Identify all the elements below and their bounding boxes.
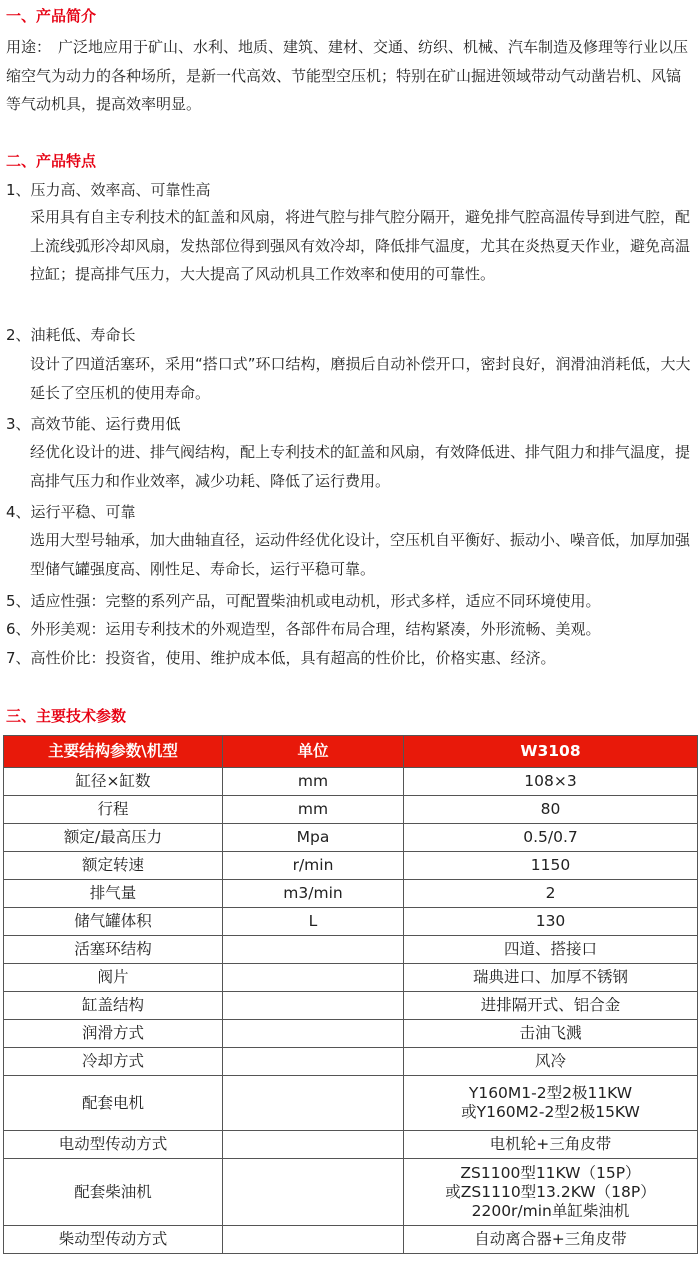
param-unit: mm (223, 796, 404, 824)
value-line: 或Y160M2-2型2极15KW (461, 1103, 640, 1121)
section-title-features: 二、产品特点 (6, 152, 97, 170)
value-line: 2200r/min单缸柴油机 (471, 1201, 630, 1220)
feature-heading-4: 4、运行平稳、可靠 (6, 503, 136, 521)
param-value: 108×3 (404, 768, 698, 796)
param-name: 额定/最高压力 (4, 824, 223, 852)
param-unit (223, 1076, 404, 1131)
spec-table (3, 735, 698, 1254)
table-row (4, 1226, 698, 1254)
param-name: 润滑方式 (4, 1020, 223, 1048)
param-name: 活塞环结构 (4, 936, 223, 964)
param-name: 阀片 (4, 964, 223, 992)
param-name: 配套电机 (4, 1076, 223, 1131)
value-line: ZS1100型11KW（15P） (460, 1163, 641, 1182)
param-unit (223, 1020, 404, 1048)
param-unit (223, 964, 404, 992)
param-unit: m3/min (223, 880, 404, 908)
feature-heading-5: 5、适应性强：完整的系列产品，可配置柴油机或电动机，形式多样，适应不同环境使用。 (6, 592, 601, 610)
param-value (404, 1076, 698, 1131)
param-value: 1150 (404, 852, 698, 880)
section-title-specs: 三、主要技术参数 (6, 707, 127, 725)
param-value: 风冷 (404, 1048, 698, 1076)
table-row (4, 824, 698, 852)
param-unit (223, 936, 404, 964)
usage-label: 用途： (6, 38, 52, 56)
header-param: 主要结构参数\机型 (4, 736, 223, 768)
param-name: 柴动型传动方式 (4, 1226, 223, 1254)
intro-paragraph (6, 33, 694, 119)
param-value: 击油飞溅 (404, 1020, 698, 1048)
param-value: 0.5/0.7 (404, 824, 698, 852)
table-row (4, 768, 698, 796)
param-name: 额定转速 (4, 852, 223, 880)
feature-heading-7: 7、高性价比：投资省，使用、维护成本低，具有超高的性价比，价格实惠、经济。 (6, 649, 556, 667)
section-title-intro: 一、产品简介 (6, 7, 97, 25)
param-unit (223, 1159, 404, 1226)
table-row (4, 796, 698, 824)
table-row (4, 992, 698, 1020)
feature-body-2: 设计了四道活塞环，采用“搭口式”环口结构，磨损后自动补偿开口，密封良好，润滑油消耗低，大大延长了空压机的使用寿命。 (30, 355, 691, 402)
table-row (4, 1131, 698, 1159)
table-row (4, 1159, 698, 1226)
feature-heading-1: 1、压力高、效率高、可靠性高 (6, 181, 211, 199)
param-value: 四道、搭接口 (404, 936, 698, 964)
feature-heading-2: 2、油耗低、寿命长 (6, 326, 136, 344)
param-unit (223, 1131, 404, 1159)
param-value: 进排隔开式、铝合金 (404, 992, 698, 1020)
feature-body-3: 经优化设计的进、排气阀结构，配上专利技术的缸盖和风扇，有效降低进、排气阻力和排气温度，提高排气压力和作业效率，减少功耗、降低了运行费用。 (30, 443, 691, 490)
param-unit: r/min (223, 852, 404, 880)
feature-heading-3: 3、高效节能、运行费用低 (6, 415, 181, 433)
table-row (4, 1048, 698, 1076)
feature-heading-6: 6、外形美观：运用专利技术的外观造型，各部件布局合理，结构紧凑，外形流畅、美观。 (6, 620, 601, 638)
param-value: 80 (404, 796, 698, 824)
param-name: 储气罐体积 (4, 908, 223, 936)
usage-text: 广泛地应用于矿山、水利、地质、建筑、建材、交通、纺织、机械、汽车制造及修理等行业以压缩空气为动力的各种场所，是新一代高效、节能型空压机；特别在矿山掘进领域带动气动凿岩机、风镐等气动机具，提高效率明显。 (6, 38, 689, 113)
param-name: 缸径×缸数 (4, 768, 223, 796)
table-row (4, 1076, 698, 1131)
value-line: 或ZS1110型13.2KW（18P） (445, 1182, 656, 1201)
table-row (4, 880, 698, 908)
param-name: 配套柴油机 (4, 1159, 223, 1226)
table-row (4, 852, 698, 880)
param-value: 瑞典进口、加厚不锈钢 (404, 964, 698, 992)
param-unit (223, 992, 404, 1020)
spec-table-header (4, 736, 698, 768)
param-name: 排气量 (4, 880, 223, 908)
feature-body-1: 采用具有自主专利技术的缸盖和风扇，将进气腔与排气腔分隔开，避免排气腔高温传导到进气腔，配上流线弧形冷却风扇，发热部位得到强风有效冷却，降低排气温度，尤其在炎热夏天作业，避免高温拉缸；提高排气压力，大大提高了风动机具工作效率和使用的可靠性。 (30, 208, 691, 283)
table-row (4, 1020, 698, 1048)
param-unit (223, 1226, 404, 1254)
param-unit (223, 1048, 404, 1076)
param-value (404, 1159, 698, 1226)
param-name: 行程 (4, 796, 223, 824)
param-value: 电机轮+三角皮带 (404, 1131, 698, 1159)
value-line: Y160M1-2型2极11KW (468, 1084, 633, 1102)
table-row (4, 936, 698, 964)
param-unit: Mpa (223, 824, 404, 852)
table-row (4, 964, 698, 992)
param-name: 电动型传动方式 (4, 1131, 223, 1159)
param-name: 冷却方式 (4, 1048, 223, 1076)
param-name: 缸盖结构 (4, 992, 223, 1020)
param-unit: L (223, 908, 404, 936)
header-model: W3108 (404, 736, 698, 768)
param-unit: mm (223, 768, 404, 796)
feature-body-4: 选用大型号轴承，加大曲轴直径，运动件经优化设计，空压机自平衡好、振动小、噪音低，加厚加强型储气罐强度高、刚性足、寿命长，运行平稳可靠。 (30, 531, 691, 578)
table-row (4, 908, 698, 936)
param-value: 自动离合器+三角皮带 (404, 1226, 698, 1254)
param-value: 130 (404, 908, 698, 936)
param-value: 2 (404, 880, 698, 908)
header-unit: 单位 (223, 736, 404, 768)
